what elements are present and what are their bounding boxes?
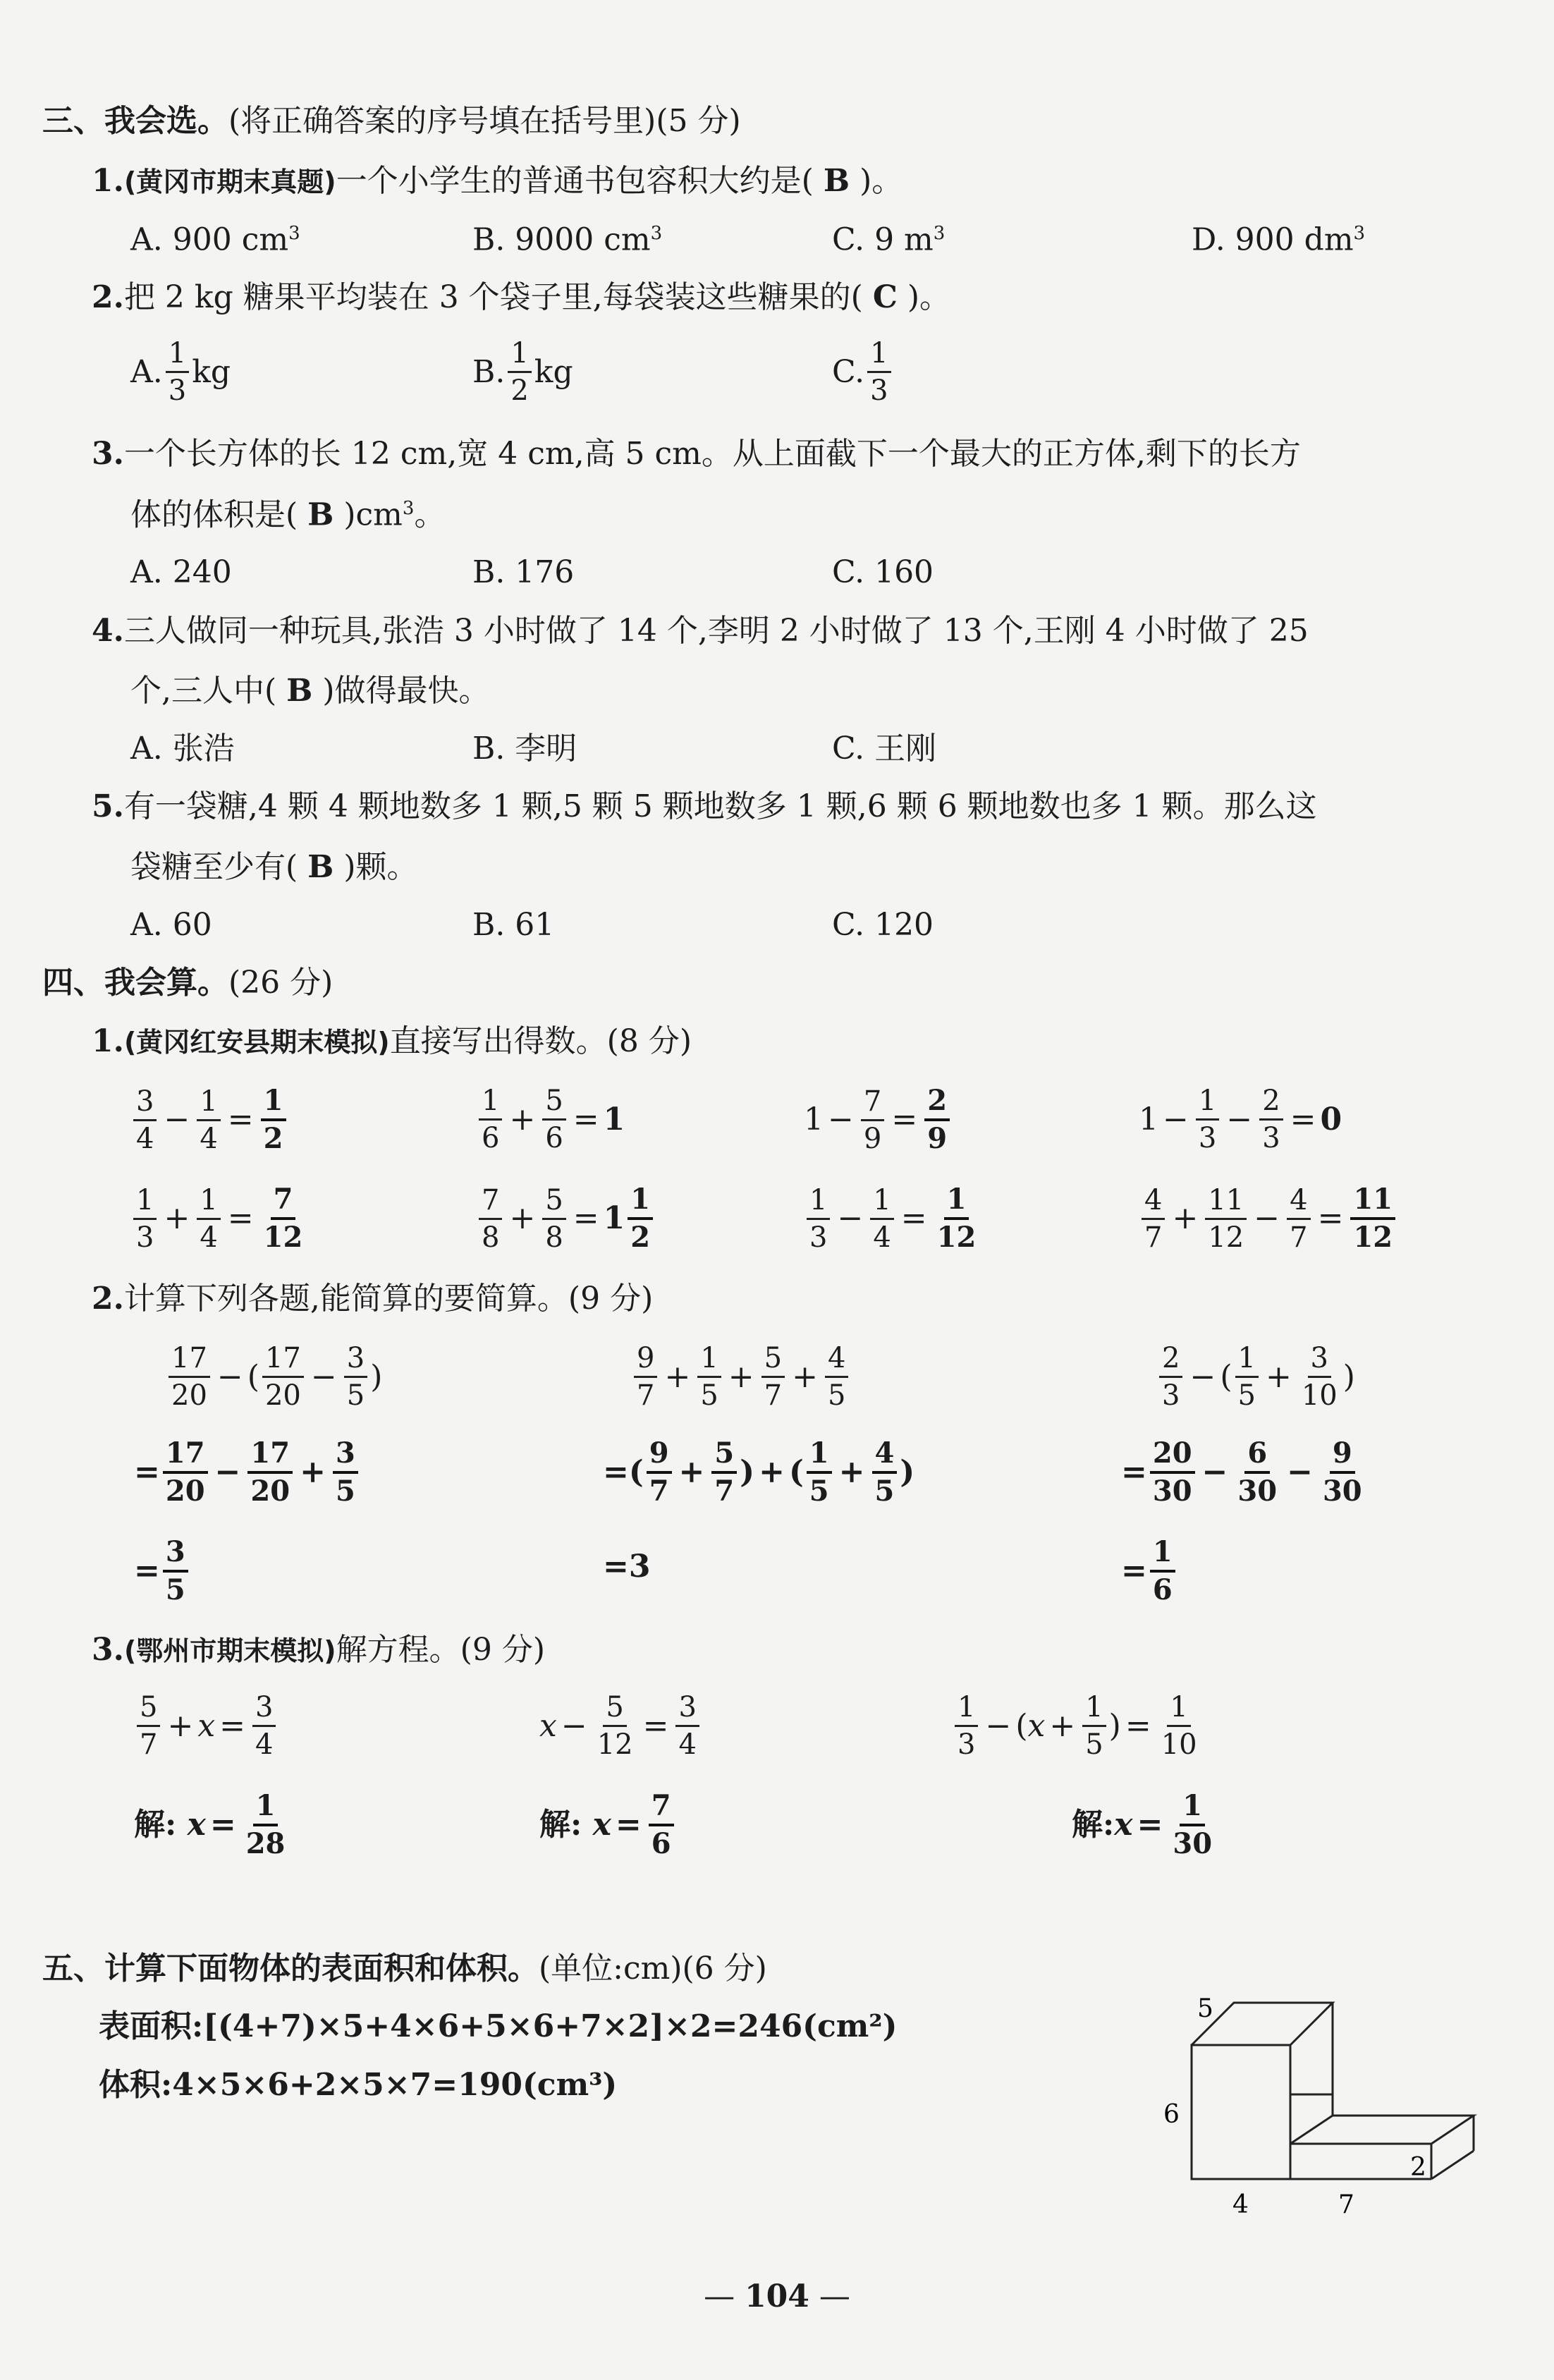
calc-2-3-step1: = $\frac{20}{30}$ − $\frac{6}{30}$ − $\frac{9}{30}$ — [1121, 1436, 1362, 1508]
q3-2-opt-c: C. $\frac{1}{3}$ — [832, 338, 894, 405]
question-tail: )。 — [859, 163, 903, 199]
q3-5-opt-c: C. 120 — [832, 907, 934, 943]
calc-1-7: $\frac{1}{3}$ − $\frac{1}{4}$ = $\frac{1}{12}$ — [804, 1185, 981, 1252]
q4-1-heading: 1.(黄冈红安县期末模拟)直接写出得数。(8 分) — [92, 1023, 692, 1059]
calc-1-5: $\frac{1}{3}$ + $\frac{1}{4}$ = $\frac{7}{12}$ — [130, 1185, 308, 1252]
answer: B — [286, 673, 313, 709]
solution-2: 解: x = $\frac{7}{6}$ — [539, 1791, 677, 1859]
calc-2-2-result: = 3 — [603, 1549, 651, 1585]
section-3-title: 三、我会选。 — [42, 103, 228, 139]
q3-2-opt-b: B. $\frac{1}{2}$ kg — [472, 337, 573, 407]
q4-2-heading: 2.计算下列各题,能简算的要简算。(9 分) — [92, 1281, 654, 1317]
q3-5-line2: 袋糖至少有( B )颗。 — [130, 849, 418, 885]
q3-3-opt-b: B. 176 — [472, 554, 575, 590]
calc-1-3: 1 − $\frac{7}{9}$ = $\frac{2}{9}$ — [804, 1086, 953, 1154]
q3-4-line2: 个,三人中( B )做得最快。 — [130, 673, 490, 709]
solution-3: 解: x = $\frac{1}{30}$ — [1072, 1789, 1213, 1860]
q3-5-line1: 5.有一袋糖,4 颗 4 颗地数多 1 颗,5 颗 5 颗地数多 1 颗,6 颗 6 颗地数也多 1 颗。那么这 — [92, 788, 1317, 824]
q3-4-opt-c: C. 王刚 — [832, 731, 937, 767]
solution-1: 解: x = $\frac{1}{28}$ — [134, 1789, 286, 1860]
q3-3-line2: 体的体积是( B )$cm^3$。 — [130, 496, 446, 533]
answer: B — [307, 849, 334, 885]
section-4-title: 四、我会算。 — [42, 965, 228, 1001]
q-number: 1. — [92, 163, 124, 199]
answer: C — [872, 279, 898, 315]
q3-5-opt-a: A. 60 — [130, 907, 212, 943]
equation-3: $\frac{1}{3}$ − ( x + $\frac{1}{5}$ ) = $\frac{1}{10}$ — [952, 1692, 1203, 1759]
answer: B — [307, 496, 334, 533]
calc-2-3-problem: $\frac{2}{3}$ − ( $\frac{1}{5}$ + $\frac{3}{10}$ ) — [1156, 1343, 1355, 1410]
q3-1 — [92, 163, 903, 199]
volume-answer: 体积:4×5×6+2×5×7=190(cm³) — [99, 2067, 618, 2103]
calc-2-1-result: = $\frac{3}{5}$ — [134, 1537, 191, 1605]
calc-1-1: $\frac{3}{4}$ − $\frac{1}{4}$ = $\frac{1}{2}$ — [130, 1086, 289, 1154]
q3-2: 2.把 2 kg 糖果平均装在 3 个袋子里,每袋装这些糖果的( C )。 — [92, 279, 951, 315]
q3-1-opt-a: A. 900 $cm^3$ — [130, 221, 300, 258]
page-number: — 104 — — [704, 2278, 850, 2314]
q3-3-line1: 3.一个长方体的长 12 cm,宽 4 cm,高 5 cm。从上面截下一个最大的正方体,剩下的长方 — [92, 436, 1301, 472]
calc-2-2-problem: $\frac{9}{7}$ + $\frac{1}{5}$ + $\frac{5}{7}$ + $\frac{4}{5}$ — [631, 1343, 851, 1410]
q3-3-opt-c: C. 160 — [832, 554, 934, 590]
label-7: 7 — [1338, 2190, 1354, 2219]
source-tag: (黄冈市期末真题) — [123, 166, 336, 197]
q3-2-opt-a: A. $\frac{1}{3}$ kg — [130, 337, 231, 407]
q3-4-opt-a: A. 张浩 — [130, 731, 235, 767]
label-4: 4 — [1232, 2190, 1249, 2219]
calc-2-2-step1: = ( $\frac{9}{7}$ + $\frac{5}{7}$ ) + ( $\frac{1}{5}$ + $\frac{4}{5}$ ) — [603, 1436, 915, 1508]
q3-1-opt-c: C. 9 $m^3$ — [832, 221, 946, 258]
question-text: 一个小学生的普通书包容积大约是( — [336, 163, 814, 199]
label-2: 2 — [1410, 2153, 1426, 2182]
q3-1-opt-d: D. 900 $dm^3$ — [1192, 221, 1366, 258]
calc-2-3-result: = $\frac{1}{6}$ — [1121, 1537, 1178, 1605]
solid-figure — [1142, 1989, 1509, 2221]
q3-4-opt-b: B. 李明 — [472, 731, 577, 767]
section-3-note: (将正确答案的序号填在括号里)(5 分) — [228, 103, 741, 139]
q4-3-heading: 3.(鄂州市期末模拟)解方程。(9 分) — [92, 1632, 545, 1668]
q3-4-line1: 4.三人做同一种玩具,张浩 3 小时做了 14 个,李明 2 小时做了 13 个,王刚 4 小时做了 25 — [92, 613, 1309, 649]
label-6: 6 — [1163, 2100, 1180, 2129]
calc-2-1-step1: = $\frac{17}{20}$ − $\frac{17}{20}$ + $\frac{3}{5}$ — [134, 1439, 361, 1506]
calc-1-4: 1 − $\frac{1}{3}$ − $\frac{2}{3}$ = 0 — [1139, 1085, 1342, 1154]
answer: B — [823, 163, 850, 199]
section-5-heading: 五、计算下面物体的表面积和体积。(单位:cm)(6 分) — [42, 1951, 767, 1987]
label-5: 5 — [1197, 1994, 1213, 2023]
equation-2: x − $\frac{5}{12}$ = $\frac{3}{4}$ — [539, 1692, 702, 1759]
surface-area-answer: 表面积:[(4+7)×5+4×6+5×6+7×2]×2=246(cm²) — [99, 2008, 898, 2044]
question-text: 把 2 kg 糖果平均装在 3 个袋子里,每袋装这些糖果的( — [123, 279, 863, 315]
calc-2-1-problem: $\frac{17}{20}$ − ( $\frac{17}{20}$ − $\frac{3}{5}$ ) — [166, 1343, 382, 1410]
equation-1: $\frac{5}{7}$ + x = $\frac{3}{4}$ — [134, 1692, 279, 1759]
calc-1-2: $\frac{1}{6}$ + $\frac{5}{6}$ = 1 — [476, 1086, 625, 1153]
calc-1-8: $\frac{4}{7}$ + $\frac{11}{12}$ − $\frac{4}{7}$ = $\frac{11}{12}$ — [1139, 1185, 1398, 1252]
section-5-title: 五、计算下面物体的表面积和体积。 — [42, 1951, 539, 1987]
section-4-heading: 四、我会算。(26 分) — [42, 965, 334, 1001]
q3-5-opt-b: B. 61 — [472, 907, 555, 943]
calc-1-6: $\frac{7}{8}$ + $\frac{5}{8}$ = 1 $\frac{1}{2}$ — [476, 1185, 656, 1252]
q3-1-opt-b: B. 9000 $cm^3$ — [472, 221, 663, 258]
q3-3-opt-a: A. 240 — [130, 554, 232, 590]
section-3-heading — [42, 103, 741, 139]
